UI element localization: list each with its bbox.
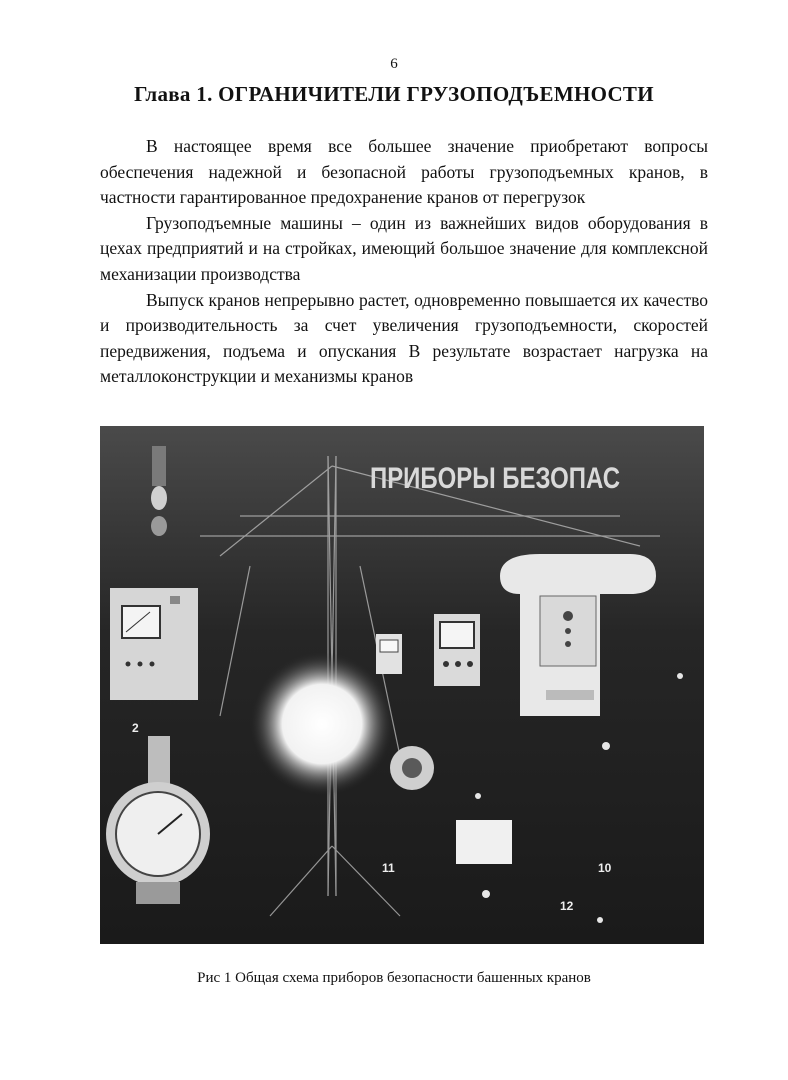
paragraph-2: Грузоподъемные машины – один из важнейших видов оборудования в цехах предприятий и на стройках, имеющий большое значение для комплексной механизации производства (100, 212, 708, 284)
small-sensor (376, 634, 402, 674)
body-text (100, 134, 708, 390)
wheel-sensor (390, 746, 434, 790)
square-unit (456, 820, 512, 864)
indicator-lamps (151, 446, 167, 536)
page-number: 6 (390, 56, 398, 72)
label-11: 11 (382, 861, 395, 875)
paragraph-3: Выпуск кранов непрерывно растет, одновременно повышается их качество и производительность за счет увеличения грузоподъемности, скоростей передвижения, подъема и опускания В результате возрастает нагрузка на металлоконструкции и механизмы кранов (100, 289, 708, 387)
label-12: 12 (560, 899, 574, 913)
label-2: 2 (132, 721, 139, 735)
figure-caption: Рис 1 Общая схема приборов безопасности башенных кранов (197, 970, 591, 986)
safety-devices-photo (100, 426, 704, 944)
banner-text: ПРИБОРЫ БЕЗОПАС (370, 462, 620, 495)
meter-center (434, 614, 480, 686)
meter-box-left (110, 588, 198, 700)
chapter-title: Глава 1. ОГРАНИЧИТЕЛИ ГРУЗОПОДЪЕМНОСТИ (134, 82, 654, 106)
label-10: 10 (598, 861, 612, 875)
paragraph-1: В настоящее время все большее значение приобретают вопросы обеспечения надежной и безопасной работы грузоподъемных кранов, в частности гарантированное предохранение кранов от перегрузок (100, 136, 708, 208)
light-glare (250, 652, 394, 796)
